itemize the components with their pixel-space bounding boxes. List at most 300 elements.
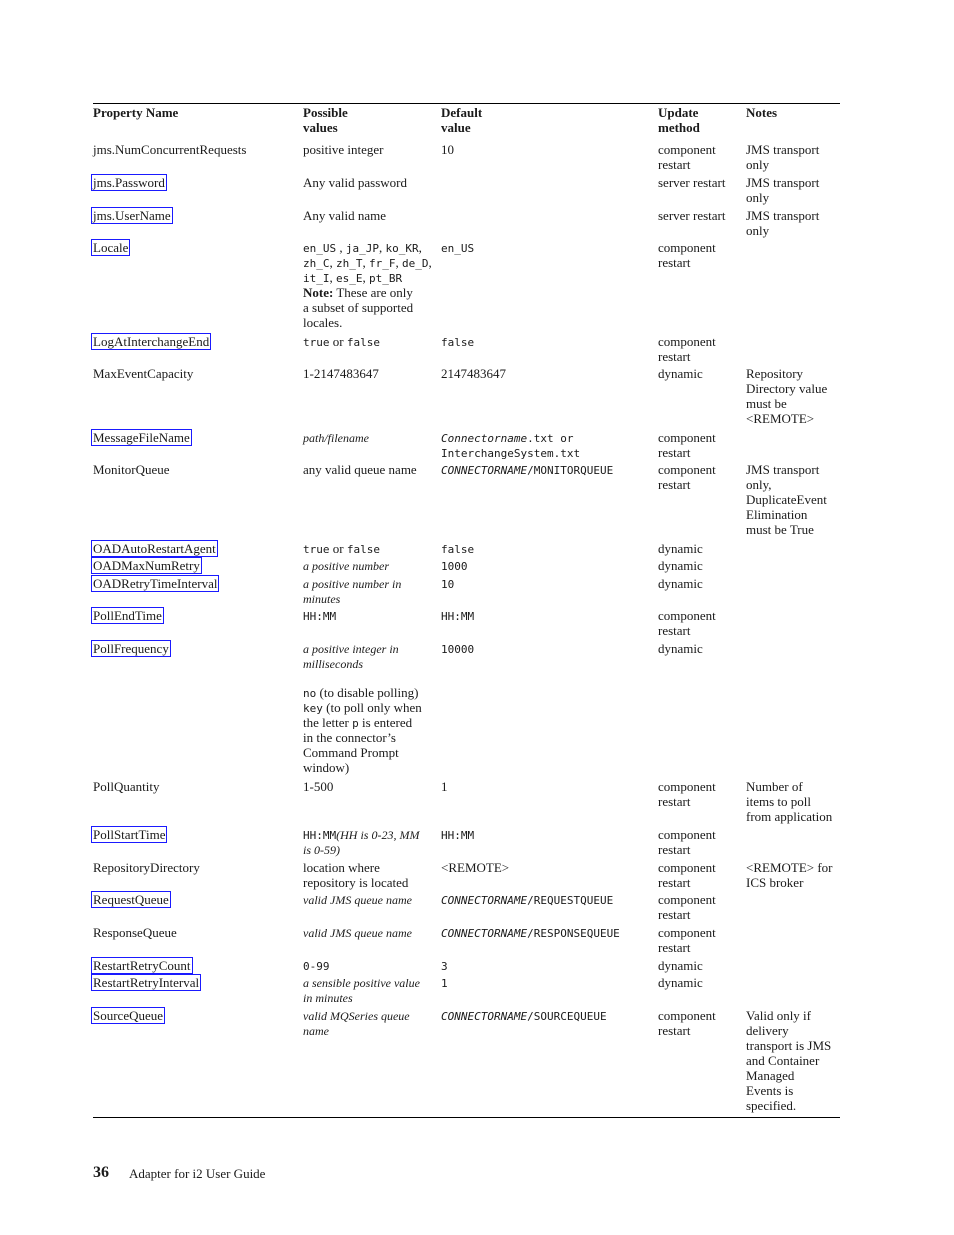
cell-line: only	[746, 190, 770, 205]
cell-line: component	[658, 892, 716, 907]
property-link-restartretrycount[interactable]: RestartRetryCount	[93, 958, 191, 973]
cell-line	[303, 240, 432, 255]
default-value-cell	[441, 827, 474, 842]
cell-line	[303, 175, 407, 190]
property-link-oadmaxnumretry[interactable]: OADMaxNumRetry	[93, 558, 200, 573]
notes-cell	[746, 366, 827, 426]
property-name-cell	[93, 366, 193, 381]
cell-line	[303, 255, 432, 270]
cell-line: dynamic	[658, 958, 703, 973]
update-method-cell	[658, 366, 703, 381]
cell-line	[441, 462, 613, 477]
default-value-cell	[441, 430, 580, 460]
cell-text: key	[303, 702, 323, 715]
cell-text: false	[441, 336, 475, 349]
cell-line	[303, 1023, 410, 1038]
cell-line: DuplicateEvent	[746, 492, 827, 507]
cell-line: JMS transport	[746, 142, 820, 157]
header-text: Property Name	[93, 105, 179, 120]
default-value-cell	[441, 334, 474, 349]
possible-values-cell	[303, 541, 380, 556]
update-method-cell	[658, 1008, 716, 1038]
possible-values-cell	[303, 860, 408, 890]
property-link-locale[interactable]: Locale	[93, 240, 129, 255]
cell-line	[441, 430, 580, 445]
cell-line: JMS transport	[746, 462, 820, 477]
header-text: Notes	[746, 105, 778, 120]
default-value-cell	[441, 892, 613, 907]
cell-text: 3	[441, 960, 448, 973]
cell-text: in minutes	[303, 991, 353, 1005]
cell-line: must be True	[746, 522, 814, 537]
cell-text: /MONITORQUEUE	[527, 464, 614, 477]
property-name: MonitorQueue	[93, 462, 170, 477]
cell-text: in the connector’s	[303, 730, 396, 745]
cell-line	[303, 208, 386, 223]
cell-line: restart	[658, 940, 691, 955]
cell-text: CONNECTORNAME	[441, 927, 528, 940]
cell-text: 1-2147483647	[303, 366, 379, 381]
cell-line: only,	[746, 477, 772, 492]
cell-line: transport is JMS	[746, 1038, 832, 1053]
cell-text: or	[329, 334, 347, 349]
cell-line: Events is	[746, 1083, 794, 1098]
cell-line	[303, 430, 369, 445]
property-link-pollstarttime[interactable]: PollStartTime	[93, 827, 166, 842]
property-link-oadautorestartagent[interactable]: OADAutoRestartAgent	[93, 541, 216, 556]
cell-text: ,	[362, 270, 369, 285]
update-method-cell	[658, 958, 703, 973]
possible-values-cell	[303, 958, 330, 973]
cell-text: false	[346, 543, 380, 556]
property-link-logatinterchangeend[interactable]: LogAtInterchangeEnd	[93, 334, 210, 349]
cell-text: false	[346, 336, 380, 349]
property-name-cell	[93, 925, 177, 940]
property-link-requestqueue[interactable]: RequestQueue	[93, 892, 169, 907]
default-value-cell	[441, 958, 448, 973]
header-text: Update	[658, 105, 699, 120]
possible-values-cell	[303, 240, 432, 330]
cell-line	[303, 576, 401, 591]
cell-line	[441, 366, 506, 381]
cell-text: 1	[441, 977, 448, 990]
cell-line	[303, 975, 420, 990]
property-link-messagefilename[interactable]: MessageFileName	[93, 430, 190, 445]
header-possible-values	[303, 105, 348, 135]
cell-line: restart	[658, 794, 691, 809]
header-text: value	[441, 120, 471, 135]
table-bottom-rule	[93, 1117, 840, 1118]
cell-line: restart	[658, 842, 691, 857]
possible-values-cell	[303, 576, 401, 606]
update-method-cell	[658, 975, 703, 990]
header-property-name	[93, 105, 178, 120]
cell-line	[303, 285, 432, 300]
cell-text: it_I	[303, 272, 330, 285]
property-name-cell	[93, 641, 170, 656]
cell-line	[303, 760, 422, 775]
cell-line: component	[658, 462, 716, 477]
cell-line	[441, 958, 448, 973]
cell-text: minutes	[303, 592, 341, 606]
cell-text: false	[441, 543, 475, 556]
cell-text: Note:	[303, 285, 334, 300]
cell-line: restart	[658, 875, 691, 890]
cell-text: ,	[336, 240, 346, 255]
possible-values-cell	[303, 975, 420, 1005]
cell-line	[303, 990, 420, 1005]
header-text: method	[658, 120, 700, 135]
property-name: jms.NumConcurrentRequests	[93, 142, 247, 157]
cell-text: (to poll only when	[322, 700, 422, 715]
default-value-cell	[441, 608, 474, 623]
cell-text: 10000	[441, 643, 475, 656]
cell-line: dynamic	[658, 975, 703, 990]
cell-line: component	[658, 142, 716, 157]
cell-text: HH:MM	[303, 829, 337, 842]
property-link-pollfrequency[interactable]: PollFrequency	[93, 641, 169, 656]
cell-line: Directory value	[746, 381, 828, 396]
cell-line: component	[658, 779, 716, 794]
cell-line	[441, 1008, 607, 1023]
cell-line	[441, 576, 454, 591]
property-name-cell	[93, 175, 166, 190]
update-method-cell	[658, 827, 716, 857]
update-method-cell	[658, 860, 716, 890]
property-name: RepositoryDirectory	[93, 860, 200, 875]
cell-text: repository is located	[303, 875, 409, 890]
possible-values-cell	[303, 334, 380, 349]
header-default-value	[441, 105, 482, 135]
header-text: values	[303, 120, 338, 135]
cell-text: These are only	[333, 285, 413, 300]
cell-line	[303, 700, 422, 715]
update-method-cell	[658, 430, 716, 460]
cell-text: 1000	[441, 560, 468, 573]
cell-line	[441, 779, 448, 794]
cell-line: specified.	[746, 1098, 797, 1113]
cell-text: en_US	[303, 242, 337, 255]
cell-line	[441, 975, 448, 990]
cell-line: Repository	[746, 366, 804, 381]
update-method-cell	[658, 240, 716, 270]
cell-line: ICS broker	[746, 875, 804, 890]
notes-cell	[746, 142, 819, 172]
cell-text: ja_JP	[345, 242, 379, 255]
cell-line: restart	[658, 623, 691, 638]
cell-line	[303, 366, 379, 381]
default-value-cell	[441, 860, 509, 875]
cell-text: CONNECTORNAME	[441, 894, 528, 907]
cell-line	[303, 142, 384, 157]
cell-line	[303, 315, 432, 330]
cell-line: must be	[746, 396, 787, 411]
cell-text: is entered	[358, 715, 413, 730]
property-link-jms-password[interactable]: jms.Password	[93, 175, 165, 190]
property-link-pollendtime[interactable]: PollEndTime	[93, 608, 162, 623]
possible-values-cell	[303, 1008, 410, 1038]
cell-line: JMS transport	[746, 208, 820, 223]
cell-line	[441, 641, 474, 656]
update-method-cell	[658, 608, 716, 638]
update-method-cell	[658, 142, 716, 172]
cell-line: dynamic	[658, 576, 703, 591]
cell-line	[303, 875, 408, 890]
cell-line	[303, 715, 422, 730]
cell-line: Number of	[746, 779, 803, 794]
cell-line: Managed	[746, 1068, 795, 1083]
header-update-method	[658, 105, 700, 135]
cell-text: 2147483647	[441, 366, 506, 381]
cell-line	[303, 958, 330, 973]
cell-line: restart	[658, 445, 691, 460]
property-link-sourcequeue[interactable]: SourceQueue	[93, 1008, 164, 1023]
cell-text: /REQUESTQUEUE	[527, 894, 614, 907]
cell-text: the letter	[303, 715, 353, 730]
cell-text: 10	[441, 142, 454, 157]
possible-values-cell	[303, 779, 333, 794]
cell-line: restart	[658, 477, 691, 492]
default-value-cell	[441, 779, 448, 794]
cell-line: component	[658, 608, 716, 623]
cell-line: dynamic	[658, 366, 703, 381]
possible-values-cell	[303, 558, 389, 573]
property-name-cell	[93, 576, 218, 591]
cell-line: dynamic	[658, 558, 703, 573]
cell-text: Any valid password	[303, 175, 407, 190]
update-method-cell	[658, 558, 703, 573]
property-name-cell	[93, 608, 163, 623]
cell-line	[303, 745, 422, 760]
cell-text: ,	[329, 255, 336, 270]
cell-text: InterchangeSystem.txt	[441, 447, 581, 460]
notes-cell	[746, 175, 819, 205]
default-value-cell	[441, 240, 474, 255]
footer-title: Adapter for i2 User Guide	[129, 1166, 266, 1181]
cell-line: Elimination	[746, 507, 808, 522]
cell-text: p	[352, 717, 359, 730]
cell-line	[441, 860, 509, 875]
cell-text: true	[303, 543, 330, 556]
cell-text: a positive number in	[303, 577, 402, 591]
property-link-restartretryinterval[interactable]: RestartRetryInterval	[93, 975, 200, 990]
cell-line: server restart	[658, 208, 726, 223]
cell-line	[303, 591, 401, 606]
cell-text: window)	[303, 760, 350, 775]
default-value-cell	[441, 641, 474, 656]
property-name-cell	[93, 541, 217, 556]
cell-line	[303, 1008, 410, 1023]
possible-values-cell	[303, 925, 412, 940]
cell-text: ,	[362, 255, 369, 270]
cell-line: items to poll	[746, 794, 811, 809]
cell-line	[441, 608, 474, 623]
cell-line	[303, 300, 432, 315]
property-name-cell	[93, 208, 172, 223]
cell-text: locales.	[303, 315, 343, 330]
cell-text: location where	[303, 860, 380, 875]
default-value-cell	[441, 975, 448, 990]
default-value-cell	[441, 541, 474, 556]
cell-line: <REMOTE> for	[746, 860, 833, 875]
update-method-cell	[658, 208, 726, 223]
cell-line: component	[658, 334, 716, 349]
property-name-cell	[93, 860, 200, 875]
cell-text: path/filename	[303, 431, 369, 445]
cell-text: es_E	[336, 272, 363, 285]
cell-line: restart	[658, 349, 691, 364]
cell-text: ,	[395, 255, 402, 270]
cell-line: dynamic	[658, 641, 703, 656]
cell-line	[303, 641, 422, 656]
cell-text: true	[303, 336, 330, 349]
cell-text: a subset of supported	[303, 300, 414, 315]
cell-text: <REMOTE>	[441, 860, 510, 875]
possible-values-cell	[303, 175, 407, 190]
cell-text: 1-500	[303, 779, 334, 794]
cell-text: HH:MM	[441, 610, 475, 623]
cell-text: en_US	[441, 242, 475, 255]
default-value-cell	[441, 925, 620, 940]
possible-values-cell	[303, 366, 379, 381]
cell-text: valid JMS queue name	[303, 926, 412, 940]
possible-values-cell	[303, 641, 422, 775]
cell-text: CONNECTORNAME	[441, 464, 528, 477]
header-text: Possible	[303, 105, 348, 120]
cell-line	[303, 892, 412, 907]
property-link-jms-username[interactable]: jms.UserName	[93, 208, 171, 223]
possible-values-cell	[303, 827, 419, 857]
cell-line	[441, 541, 474, 556]
cell-line: component	[658, 925, 716, 940]
cell-text: a sensible positive value	[303, 976, 420, 990]
cell-line: component	[658, 240, 716, 255]
page-number: 36	[93, 1164, 109, 1181]
property-name-cell	[93, 958, 192, 973]
cell-line: only	[746, 157, 770, 172]
cell-text: milliseconds	[303, 657, 363, 671]
cell-line	[303, 860, 408, 875]
cell-text: Connectorname	[441, 432, 528, 445]
cell-text: ,	[418, 240, 422, 255]
cell-line	[441, 925, 620, 940]
cell-line	[303, 925, 412, 940]
property-name-cell	[93, 430, 191, 445]
property-name: MaxEventCapacity	[93, 366, 194, 381]
cell-text: CONNECTORNAME	[441, 1010, 528, 1023]
cell-text: zh_C	[303, 257, 330, 270]
cell-text: or	[329, 541, 347, 556]
cell-line: <REMOTE>	[746, 411, 815, 426]
cell-line	[303, 779, 333, 794]
cell-line	[303, 541, 380, 556]
default-value-cell	[441, 558, 468, 573]
update-method-cell	[658, 175, 726, 190]
cell-line: dynamic	[658, 541, 703, 556]
cell-text: Command Prompt	[303, 745, 399, 760]
possible-values-cell	[303, 892, 412, 907]
cell-line	[441, 827, 474, 842]
property-name-cell	[93, 142, 246, 157]
cell-line	[441, 240, 474, 255]
possible-values-cell	[303, 142, 384, 157]
default-value-cell	[441, 142, 454, 157]
cell-line	[303, 334, 380, 349]
cell-line	[303, 842, 419, 857]
cell-text: (HH is 0-23, MM	[336, 828, 420, 842]
default-value-cell	[441, 1008, 607, 1023]
cell-line	[303, 827, 419, 842]
cell-line: and Container	[746, 1053, 820, 1068]
update-method-cell	[658, 892, 716, 922]
cell-text: zh_T	[336, 257, 363, 270]
header-text: Default	[441, 105, 483, 120]
cell-line: delivery	[746, 1023, 789, 1038]
cell-line	[303, 608, 336, 623]
cell-text: HH:MM	[303, 610, 337, 623]
cell-line: restart	[658, 157, 691, 172]
cell-line	[303, 462, 417, 477]
cell-text: any valid queue name	[303, 462, 417, 477]
property-link-oadretrytimeinterval[interactable]: OADRetryTimeInterval	[93, 576, 218, 591]
property-name-cell	[93, 892, 170, 907]
update-method-cell	[658, 576, 703, 591]
cell-text: ,	[379, 240, 386, 255]
cell-line: JMS transport	[746, 175, 820, 190]
cell-text: valid JMS queue name	[303, 893, 412, 907]
cell-line: component	[658, 430, 716, 445]
cell-text: ko_KR	[385, 242, 419, 255]
cell-line	[441, 445, 580, 460]
property-name: PollQuantity	[93, 779, 160, 794]
header-notes	[746, 105, 777, 120]
possible-values-cell	[303, 608, 336, 623]
cell-line: server restart	[658, 175, 726, 190]
notes-cell	[746, 779, 832, 824]
cell-line: restart	[658, 907, 691, 922]
notes-cell	[746, 208, 819, 238]
cell-line: restart	[658, 255, 691, 270]
property-name-cell	[93, 462, 170, 477]
property-name: ResponseQueue	[93, 925, 177, 940]
cell-line: component	[658, 827, 716, 842]
cell-text: a positive integer in	[303, 642, 399, 656]
cell-text: 10	[441, 578, 455, 591]
cell-line	[303, 558, 389, 573]
cell-text: de_D	[402, 257, 429, 270]
property-name-cell	[93, 1008, 164, 1023]
cell-text: no	[303, 687, 317, 700]
property-name-cell	[93, 827, 166, 842]
cell-line	[441, 142, 454, 157]
cell-line	[441, 334, 474, 349]
cell-text: /SOURCEQUEUE	[527, 1010, 607, 1023]
update-method-cell	[658, 925, 716, 955]
notes-cell	[746, 462, 827, 537]
property-name-cell	[93, 558, 201, 573]
update-method-cell	[658, 334, 716, 364]
cell-line	[303, 656, 422, 671]
cell-text: HH:MM	[441, 829, 475, 842]
update-method-cell	[658, 462, 716, 492]
cell-text: ,	[329, 270, 336, 285]
cell-line: restart	[658, 1023, 691, 1038]
cell-text: /RESPONSEQUEUE	[527, 927, 620, 940]
cell-text: name	[303, 1024, 329, 1038]
property-name-cell	[93, 779, 159, 794]
cell-text: fr_F	[369, 257, 396, 270]
cell-line	[303, 730, 422, 745]
